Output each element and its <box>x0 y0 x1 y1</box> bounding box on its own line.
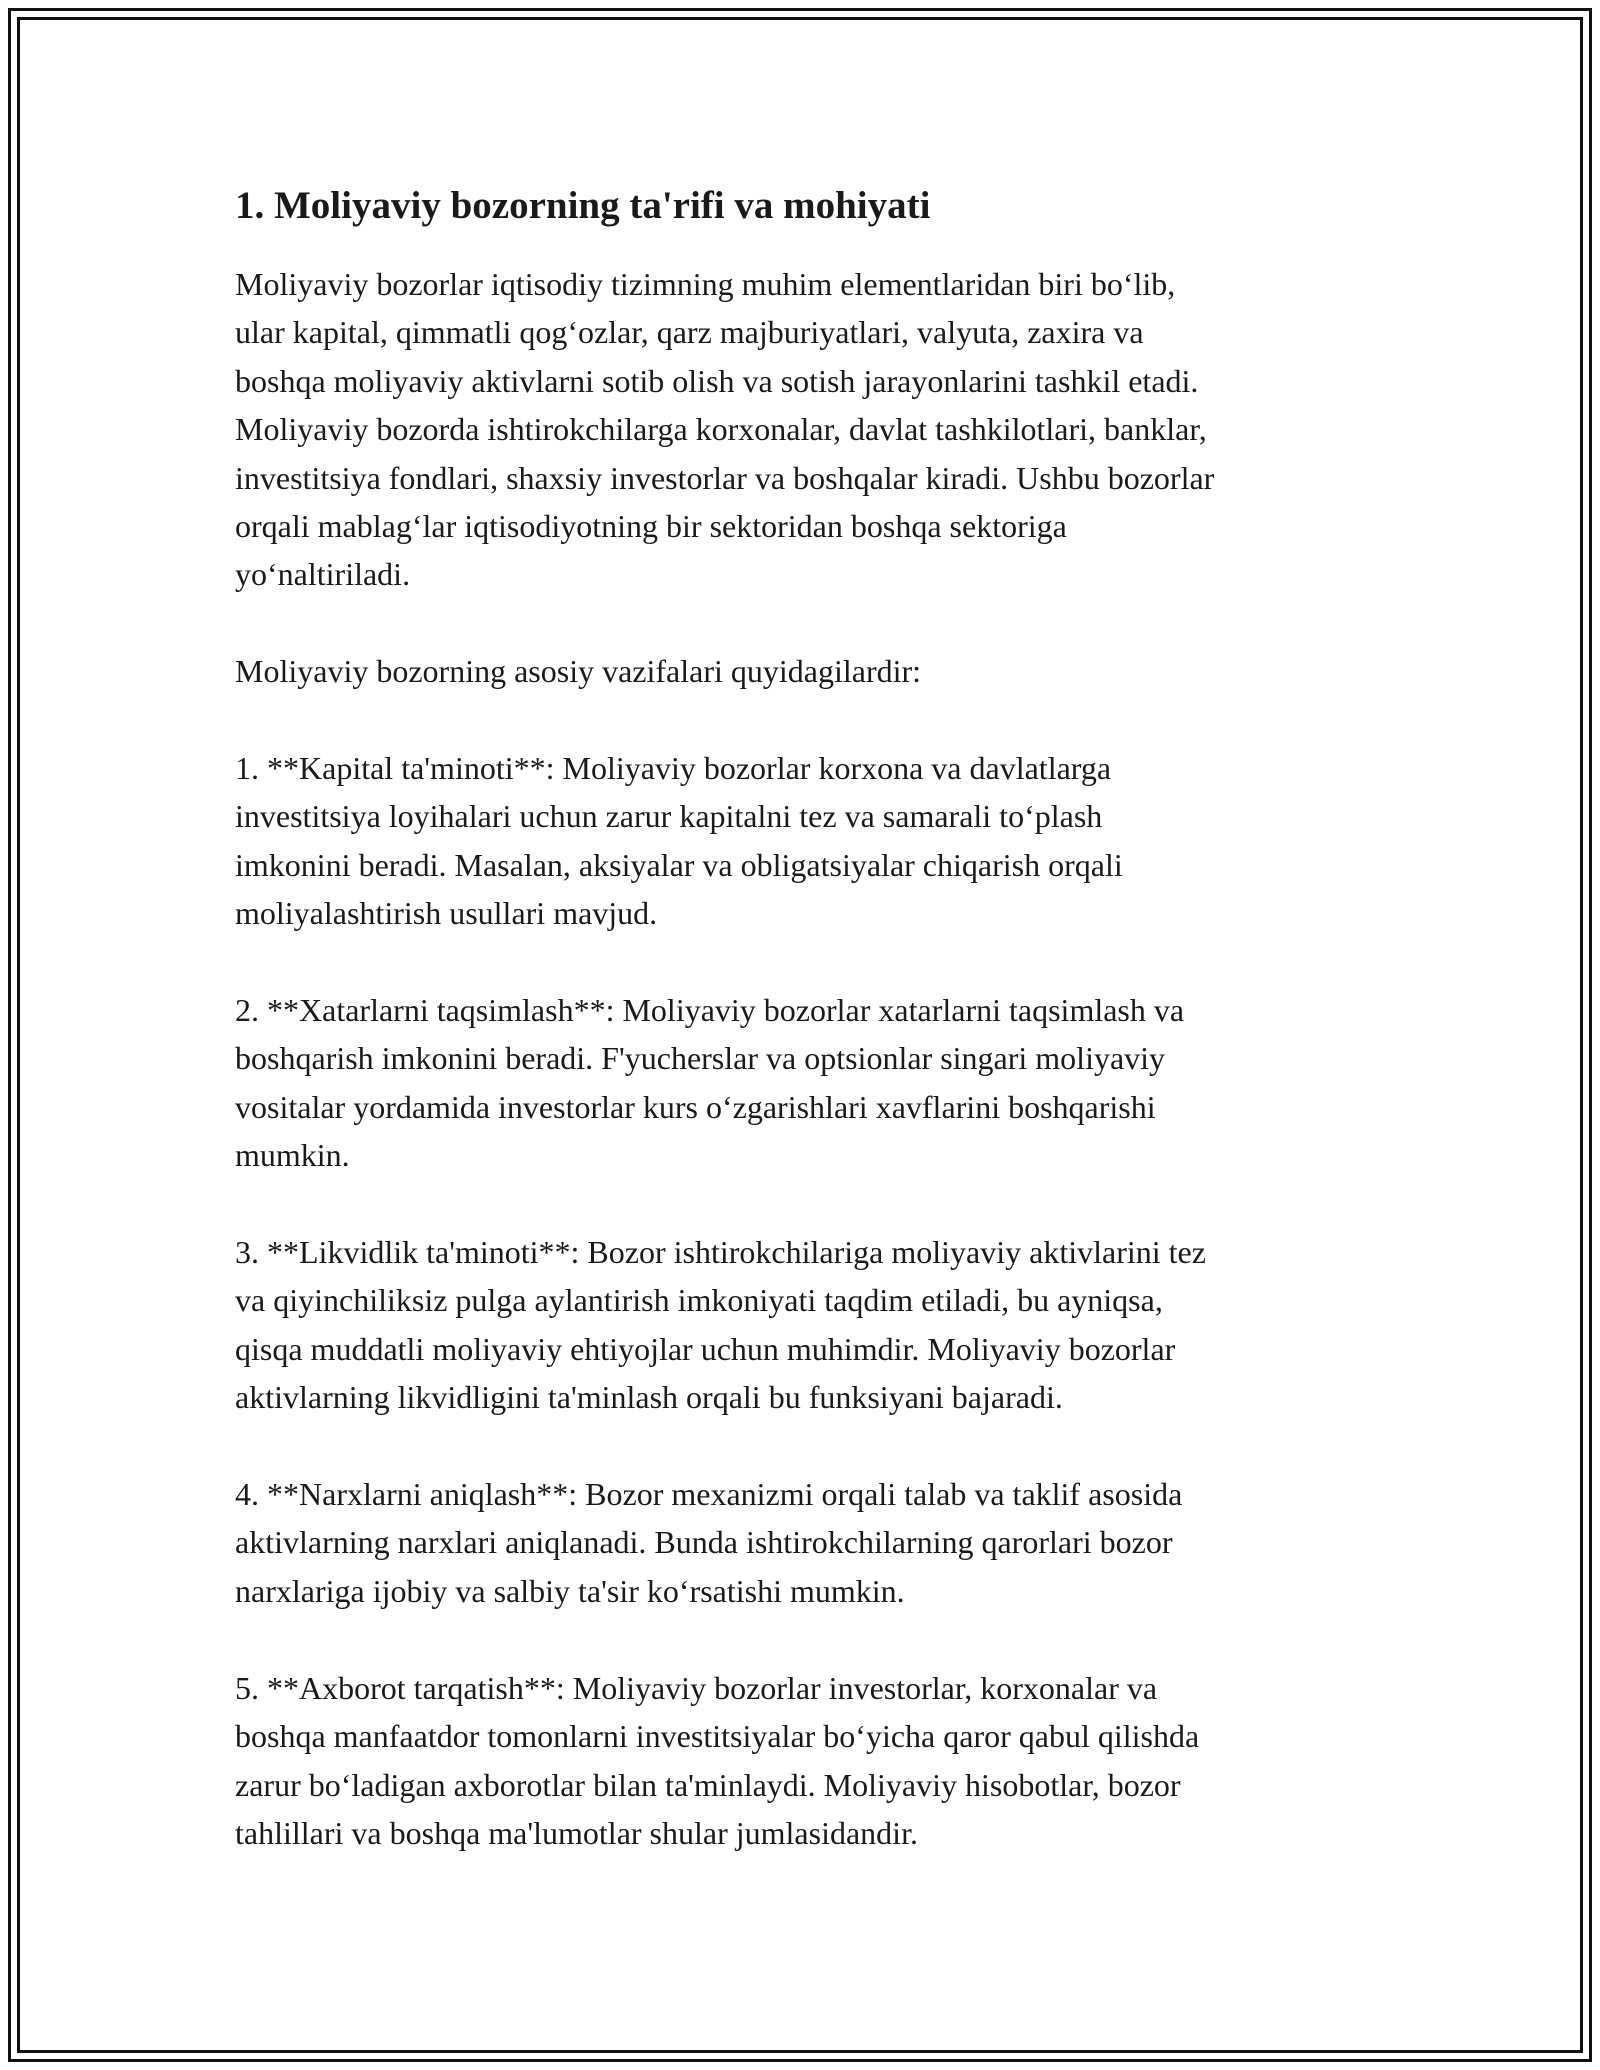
list-item-risk: 2. **Xatarlarni taqsimlash**: Moliyaviy bozorlar xatarlarni taqsimlash va boshqarish imkonini beradi. F'yucherslar va optsionlar singari moliyaviy vositalar yordamida investorlar kurs o‘zgarishlari xavflarini boshqarishi mumkin. <box>235 992 1185 1174</box>
list-item-liquidity: 3. **Likvidlik ta'minoti**: Bozor ishtirokchilariga moliyaviy aktivlarini tez va qiyinchiliksiz pulga aylantirish imkoniyati taqdim etiladi, bu ayniqsa, qisqa muddatli moliyaviy ehtiyojlar uchun muhimdir. Moliyaviy bozorlar aktivlarning likvidligini ta'minlash orqali bu funksiyani bajaradi. <box>235 1234 1206 1416</box>
list-item-pricing: 4. **Narxlarni aniqlash**: Bozor mexanizmi orqali talab va taklif asosida aktivlarning narxlari aniqlanadi. Bunda ishtirokchilarning qarorlari bozor narxlariga ijobiy va salbiy ta'sir ko‘rsatishi mumkin. <box>235 1476 1183 1609</box>
list-item-capital: 1. **Kapital ta'minoti**: Moliyaviy bozorlar korxona va davlatlarga investitsiya loyihalari uchun zarur kapitalni tez va samarali to‘plash imkonini beradi. Masalan, aksiyalar va obligatsiyalar chiqarish orqali moliyalashtirish usullari mavjud. <box>235 750 1123 932</box>
intro-paragraph: Moliyaviy bozorlar iqtisodiy tizimning muhim elementlaridan biri bo‘lib, ular kapital, qimmatli qog‘ozlar, qarz majburiyatlari, valyuta, zaxira va boshqa moliyaviy aktivlarni sotib olish va sotish jarayonlarini tashkil etadi. Moliyaviy bozorda ishtirokchilarga korxonalar, davlat tashkilotlari, banklar, investitsiya fondlari, shaxsiy investorlar va boshqalar kiradi. Ushbu bozorlar orqali mablag‘lar iqtisodiyotning bir sektoridan boshqa sektoriga yo‘naltiriladi. <box>235 266 1215 593</box>
document-body <box>235 180 1375 1857</box>
list-item-information: 5. **Axborot tarqatish**: Moliyaviy bozorlar investorlar, korxonalar va boshqa manfaatdor tomonlarni investitsiyalar bo‘yicha qaror qabul qilishda zarur bo‘ladigan axborotlar bilan ta'minlaydi. Moliyaviy hisobotlar, bozor tahlillari va boshqa ma'lumotlar shular jumlasidandir. <box>235 1669 1200 1851</box>
functions-heading: Moliyaviy bozorning asosiy vazifalari quyidagilardir: <box>235 653 922 690</box>
section-title: 1. Moliyaviy bozorning ta'rifi va mohiyati <box>235 184 931 227</box>
